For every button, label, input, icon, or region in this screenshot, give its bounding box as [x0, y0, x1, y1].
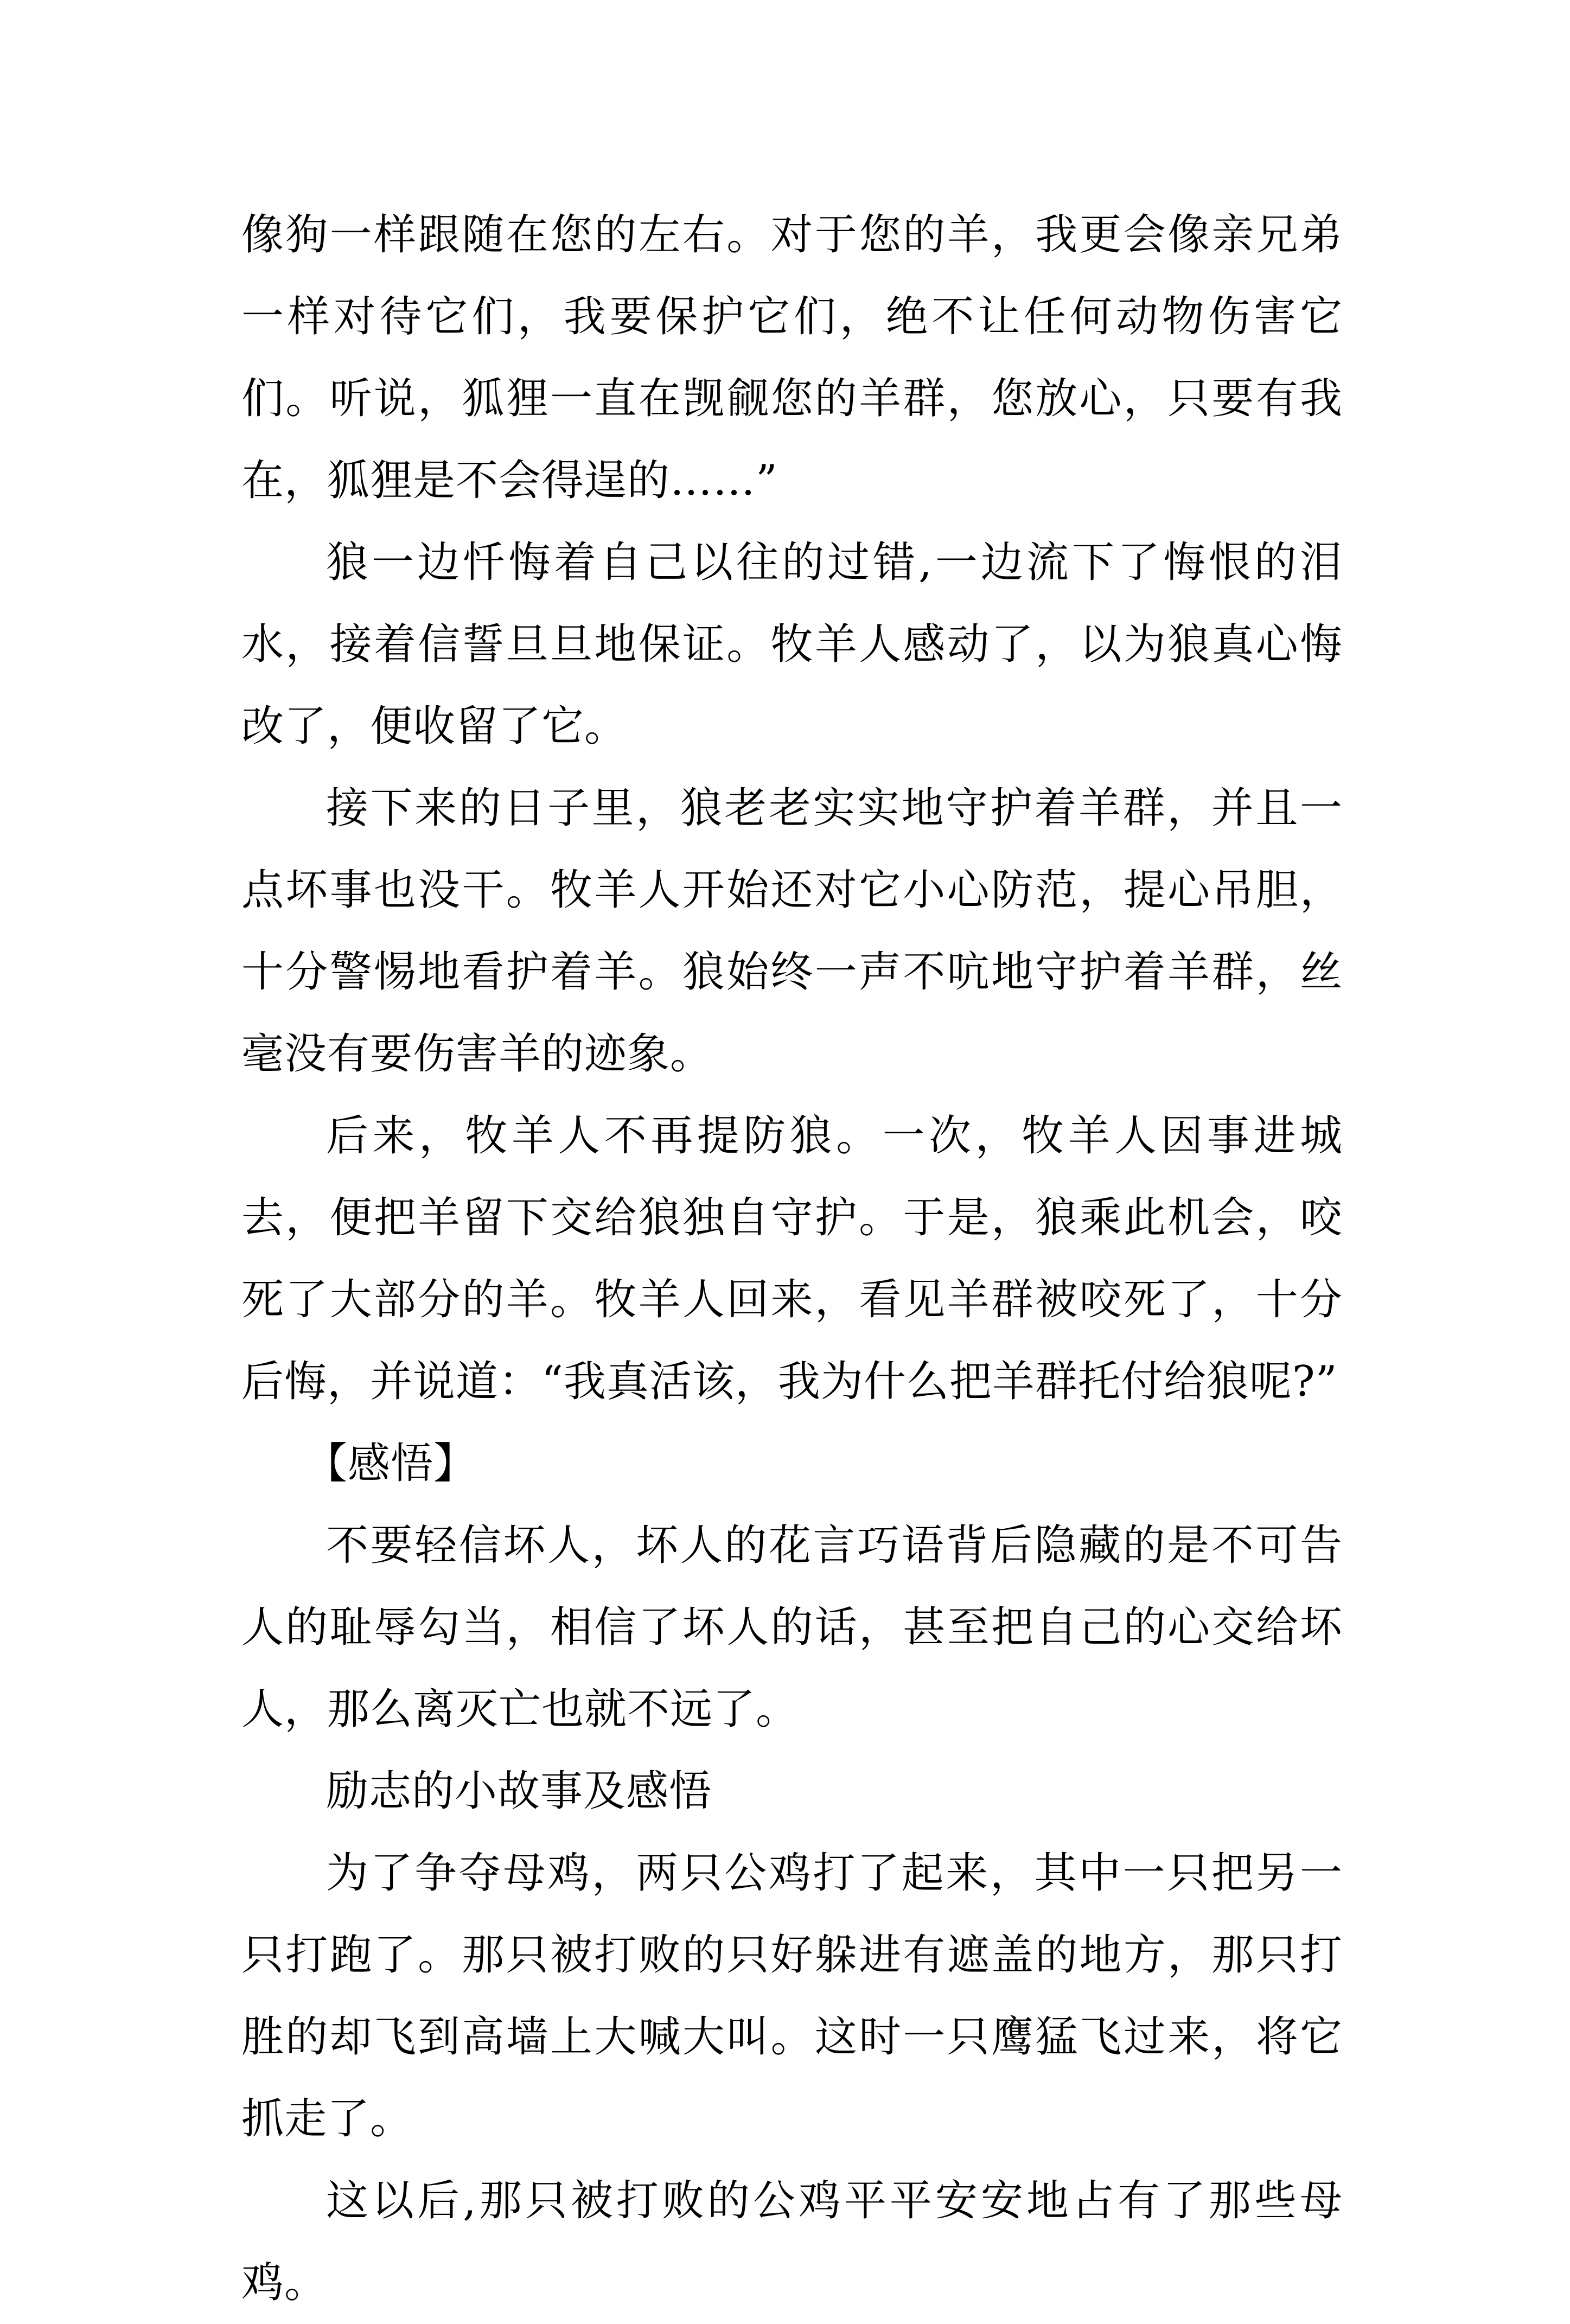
paragraph-roosters-fight: 为了争夺母鸡，两只公鸡打了起来，其中一只把另一只打跑了。那只被打败的只好躲进有遮盖的地方，那只打胜的却飞到高墙上大喊大叫。这时一只鹰猛飞过来，将它抓走了。	[241, 1849, 1343, 2143]
document-body	[241, 194, 1343, 2324]
paragraph-insight: 不要轻信坏人，坏人的花言巧语背后隐藏的是不可告人的耻辱勾当，相信了坏人的话，甚至把自己的心交给坏人，那么离灭亡也就不远了。	[241, 1521, 1343, 1734]
story-title: 励志的小故事及感悟	[326, 1767, 712, 1816]
paragraph-wolf-guards: 接下来的日子里，狼老老实实地守护着羊群，并且一点坏事也没干。牧羊人开始还对它小心防范，提心吊胆，十分警惕地看护着羊。狼始终一声不吭地守护着羊群，丝毫没有要伤害羊的迹象。	[241, 784, 1343, 1078]
paragraph-continuation: 像狗一样跟随在您的左右。对于您的羊，我更会像亲兄弟一样对待它们，我要保护它们，绝不让任何动物伤害它们。听说，狐狸一直在觊觎您的羊群，您放心，只要有我在，狐狸是不会得逞的……”	[241, 210, 1343, 505]
paragraph-wolf-repents: 狼一边忏悔着自己以往的过错,一边流下了悔恨的泪水，接着信誓旦旦地保证。牧羊人感动了，以为狼真心悔改了，便收留了它。	[241, 538, 1343, 751]
section-heading-insight: 【感悟】	[305, 1439, 477, 1488]
paragraph-rooster-outcome: 这以后,那只被打败的公鸡平平安安地占有了那些母鸡。	[241, 2176, 1343, 2307]
paragraph-wolf-betrays: 后来，牧羊人不再提防狼。一次，牧羊人因事进城去，便把羊留下交给狼独自守护。于是，狼乘此机会，咬死了大部分的羊。牧羊人回来，看见羊群被咬死了，十分后悔，并说道：“我真活该，我为什么把羊群托付给狼呢?”	[241, 1112, 1343, 1406]
